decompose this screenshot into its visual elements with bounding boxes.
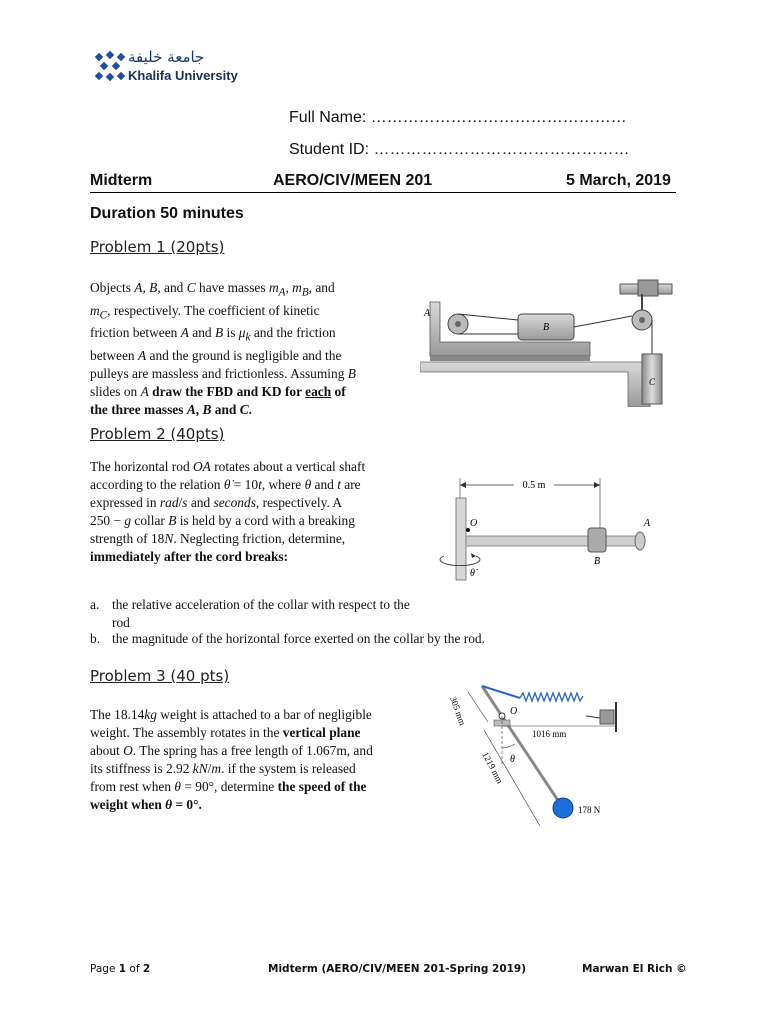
header-course-code: AERO/CIV/MEEN 201 [273, 172, 433, 189]
page-current: 1 [118, 963, 127, 975]
logo-english-text: Khalifa University [128, 68, 238, 83]
figure-label-o: O [470, 518, 478, 529]
figure-label-theta: θ [510, 754, 515, 765]
item-marker: a. [90, 597, 100, 612]
footer-course: Midterm (AERO/CIV/MEEN 201-Spring 2019) [268, 963, 527, 975]
footer-author: Marwan El Rich © [582, 963, 687, 975]
figure-label-length: 0.5 m [522, 480, 546, 491]
figure-label-1016: 1016 mm [532, 729, 567, 739]
item-text: the magnitude of the horizontal force exerted on the collar by the rod. [112, 631, 485, 646]
problem-2-item-b [90, 630, 560, 648]
problem-1-title: Problem 1 (20pts) [90, 238, 225, 256]
problem-3-figure [440, 676, 640, 836]
item-text: the relative acceleration of the collar with respect to the rod [112, 597, 410, 630]
page-prefix: Page [90, 963, 119, 975]
figure-label-b: B [594, 556, 601, 567]
item-marker: b. [90, 631, 101, 646]
page-mid: of [126, 963, 143, 975]
figure-label-a: A [644, 518, 651, 529]
figure-label-305: 305 mm [448, 695, 468, 727]
student-id-field: Student ID: ………………………………………… [289, 141, 630, 158]
problem-2-text: The horizontal rod OA rotates about a vertical shaft according to the relation θ̇ = 10t, where θ and t are expressed in rad/s and seconds, respectively. A 250 − g collar B is held by a cord with a breaking strength of 18N. Neglecting friction, determine, immediately after the cord breaks: [90, 459, 366, 564]
problem-2-figure [428, 470, 658, 582]
problem-1-text: Objects A, B, and C have masses $m_A$, $m_B$, and $m_C$, respectively. The coefficient of kinetic friction between A and B is $\mu_k$ and the friction between A and the ground is negligible and the pulleys are massless and frictionless. Assuming B slides on A draw the FBD and KD for each of the three masses A, B and C. [90, 280, 356, 418]
figure-label-b: B [542, 322, 550, 333]
figure-label-weight: 178 N [578, 805, 601, 815]
problem-1-figure [420, 272, 675, 407]
problem-2-item-a [90, 596, 550, 632]
logo-arabic-text: جامعة خليفة [128, 48, 205, 66]
problem-3-title: Problem 3 (40 pts) [90, 667, 230, 685]
figure-label-o: O [510, 706, 518, 717]
figure-label-c: C [648, 377, 656, 387]
full-name-field: Full Name: ………………………………………… [289, 109, 627, 126]
header-date: 5 March, 2019 [566, 172, 671, 189]
khalifa-university-logo [94, 50, 126, 84]
header-exam-type: Midterm [90, 172, 153, 189]
header-rule [90, 192, 676, 193]
page-total: 2 [142, 963, 151, 975]
footer-page-number [90, 963, 150, 975]
figure-label-1219: 1219 mm [480, 750, 506, 786]
figure-label-a: A [424, 308, 431, 319]
figure-label-theta-dot: θ̇ [470, 568, 475, 579]
duration: Duration 50 minutes [90, 205, 244, 222]
problem-2-title: Problem 2 (40pts) [90, 425, 225, 443]
problem-3-text: The 18.14kg weight is attached to a bar of negligible weight. The assembly rotates in the vertical plane about O. The spring has a free length of 1.067m, and its stiffness is 2.92 kN/m. if the system is released from rest when θ = 90°, determine the speed of the weight when θ = 0°. [90, 707, 373, 812]
